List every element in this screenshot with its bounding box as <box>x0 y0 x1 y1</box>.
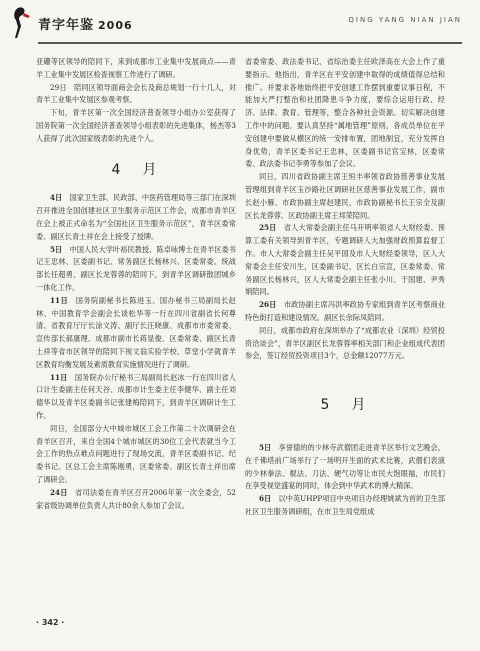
right-column <box>245 56 445 519</box>
logo-figure-icon <box>10 6 32 40</box>
header-rule <box>38 42 462 44</box>
left-column <box>36 56 236 512</box>
entry-text: 省人大常委会副主任马开明率领省人大财经委、预算工委有关领导到青羊区，专题调研人大加强财政预算监督工作。市人大常委会副主任吴平国及市人大财经委领导，区人大常委会主任安川生，区委副书记，区长白宗宣，区委常委、常务副区长杨林兴，区人大常委会副主任张小川、于国建、尹秀娟陪同。 <box>245 223 445 297</box>
entry-date: 5日 <box>50 244 63 254</box>
list-item <box>36 423 236 487</box>
paragraph: 同日，四川省政协副主席王恒丰率领省政协慈善事业发展管理组到青羊区玉沙路社区调研社区慈善事业发展工作，副市长赵小雁、市政协副主席赵建民，市政协副秘书长王宗全及副区长龙蓉蓉、区政协副主席王邦荣陪同。 <box>245 172 445 220</box>
page-header <box>0 0 480 48</box>
list-item <box>36 192 236 243</box>
entry-text: 享誉德的的少林寺武僧团走进青羊区举行文艺晚会，在千佛塔前广场举行了一场明开生面的武术比赛，武僧们表演的少林拳法、棍法、刀法、硬气功等让市民大饱眼福，市民们在享受视觉盛宴的同时，体会到中华武术的博大精深。 <box>245 442 445 491</box>
entry-text: 省司法委在青羊区召开2006年第一次全委会，52家省级协调单位负责人共计80余人参加了会议。 <box>36 487 236 510</box>
list-item <box>245 442 445 493</box>
month-title: 4 月 <box>111 161 161 178</box>
entry-text: 中国人民大学叶裕民教授、陈卓咏博士在青羊区委书记王忠林、区委副书记、常务副区长杨林兴、区委常委、统战部长任超勇、副区长龙蓉蓉的陪同下，到青羊区调研散团城乡一体化工作。 <box>36 244 236 292</box>
list-item <box>36 295 236 372</box>
entry-date: 6日 <box>259 494 272 504</box>
list-item <box>36 244 236 295</box>
list-item <box>245 493 445 519</box>
entry-text: 国务院办公厅秘书三局副局长赵冰一行在四川省人口计生委副主任何天谷、成都市计生委主任李健华、副主任刘德华以及青羊区委副书记张建梅陪同下，到青羊区调研计生工作。 <box>36 372 236 420</box>
entry-text: 国家卫生部、民政部、中医药管理局等三部门在深圳召开推进全国创建社区卫生服务示范区工作会，成都市青羊区在会上被正式命名为“全国社区卫生服务示范区”，青羊区委常委、副区长青土祥在会上接受了授牌。 <box>36 193 236 241</box>
entry-text: 以中英UHPP项目中央项目办经理姚斌为首的卫生部社区卫生服务调研组，在市卫生局党组成 <box>245 494 445 516</box>
page-number: · 342 · <box>36 618 65 627</box>
month-title: 5 月 <box>320 397 370 414</box>
entry-text: 国务院副秘书长陈进玉、国办秘书三局副局长赵林、中国教育学会副会长谈松华等一行在四川省副省长何尊清、省教育厅厅长涂文涛、副厅长汪晓康、成都市市委常委、宣传部长郝康理、成都市副市长蒋显俊、区委常委、副区长青土祥等省市区领导的陪同下视文翁实验学校、草堂小学就青羊区教育均衡发展及素质教育实施情况进行了调研。 <box>36 295 236 369</box>
list-item <box>245 325 445 363</box>
list-item <box>245 222 445 299</box>
brand-title <box>38 14 133 33</box>
brand-name: 青字年鉴 <box>38 18 95 33</box>
brand-year: 2006 <box>98 19 133 32</box>
entry-date: 11日 <box>50 372 68 382</box>
paragraph: 下旬，青羊区第一次全国经济普查领导小组办公室获得了国务院第一次全国经济普查领导小组表彰的先进集体，杨杰等3人获得了此次国家级表彰的先进个人。 <box>36 108 236 143</box>
entry-date: 5日 <box>259 442 272 452</box>
header-right-text: QING YANG NIAN JIAN <box>348 16 462 24</box>
entry-date: 11日 <box>50 295 69 305</box>
entry-text: 同日，成都市政府在深圳举办了“成都农业（深圳）经贸投资洽谈会”，青羊区副区长龙蓉蓉率相关部门和企业组成代表团参会，签订经贸投资项目3个，总金额12077万元。 <box>245 325 445 361</box>
entry-text: 市政协副主席冯洪率政协专家组到青羊区考察商业特色街打造和建设情况。副区长余际凤陪同。 <box>245 300 445 322</box>
entry-date: 24日 <box>50 487 68 497</box>
list-item <box>245 299 445 325</box>
paragraph: 省委常委、政法委书记、省综治委主任欧泽高在大会上作了重要指示。他指出，青羊区在平安创建中取得的成绩值得总结和推广。并要求各地始终把平安创建工作摆到重要议事日程，不能加大严打整治和社团降患斗争力度，要综合运用行政、经济、法律、教育、管理等，整合各种社会资源。切实解决创建工作中的问题。要认真坚持“属地管理”原则，各成员单位在平安创建中要做从横区的统一安排布置，团地制宜，充分发挥自身优势，青羊区委书记王忠林，区委副书记官宝林，区委常委、政法委书记李勇等参加了会议。 <box>245 57 445 169</box>
list-item <box>36 372 236 423</box>
entry-date: 25日 <box>259 223 277 233</box>
paragraph: 亚硼等区领导的陪同下，来到成都市工业集中发展商点——青羊工业集中发展区检查视察工作进行了调研。 <box>36 57 236 79</box>
entry-date: 4日 <box>50 193 63 203</box>
entry-text: 同日，全国部分大中城市城区工会工作第二十次调研会在青羊区召开，来自全国4个城市城区的30位工会代表就当今工会工作的热点难点问题进行了现场交流，青羊区委副书记、纪委书记、区总工会主席陈刚勇，区委常委、副区长青土祥出席了调研会。 <box>36 423 236 484</box>
paragraph: 29日 陪同区领导面商会会长及商总规划一行十几人，对青羊工业集中发展区参观考察。 <box>36 82 236 105</box>
list-item <box>36 487 236 513</box>
entry-date: 26日 <box>259 300 277 310</box>
